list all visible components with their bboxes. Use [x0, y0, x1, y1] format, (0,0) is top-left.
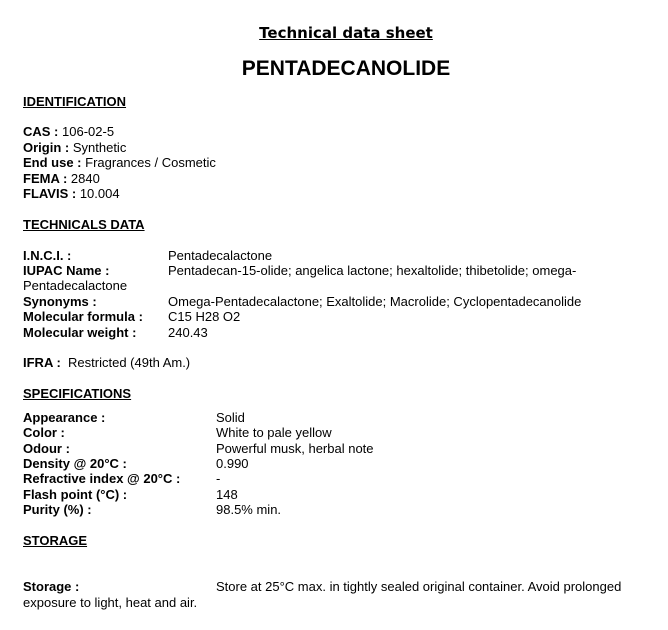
refractive-label: Refractive index @ 20°C :: [23, 471, 181, 486]
weight-value: 240.43: [168, 325, 208, 340]
appearance-label: Appearance :: [23, 410, 106, 425]
product-title: PENTADECANOLIDE: [241, 57, 451, 80]
synonyms-row: [23, 294, 663, 309]
inci-row: [23, 248, 663, 263]
flavis-label: FLAVIS :: [23, 186, 77, 201]
storage-row: [23, 579, 663, 594]
odour-label: Odour :: [23, 441, 70, 456]
cas-label: CAS :: [23, 124, 59, 139]
flash-point-value: 148: [216, 487, 238, 502]
flavis-line: [23, 186, 120, 201]
iupac-label: IUPAC Name :: [23, 263, 110, 278]
appearance-value: Solid: [216, 410, 245, 425]
purity-value: 98.5% min.: [216, 502, 282, 517]
origin-line: [23, 140, 126, 155]
fema-value: 2840: [70, 171, 100, 186]
technicals-heading: TECHNICALS DATA: [23, 217, 145, 232]
fema-label: FEMA :: [23, 171, 68, 186]
storage-heading: STORAGE: [23, 533, 88, 548]
color-value: White to pale yellow: [216, 425, 332, 440]
synonyms-value: Omega-Pentadecalactone; Exaltolide; Macrolide; Cyclopentadecanolide: [168, 294, 582, 309]
formula-label: Molecular formula :: [23, 309, 143, 324]
formula-value: C15 H28 O2: [168, 309, 241, 324]
weight-label: Molecular weight :: [23, 325, 137, 340]
storage-label: Storage :: [23, 579, 80, 594]
storage-value: Store at 25°C max. in tightly sealed original container. Avoid prolonged: [216, 579, 622, 594]
refractive-row: [23, 471, 663, 486]
inci-value: Pentadecalactone: [168, 248, 273, 263]
origin-label: Origin :: [23, 140, 70, 155]
storage-continuation: exposure to light, heat and air.: [23, 595, 198, 610]
purity-row: [23, 502, 663, 517]
density-label: Density @ 20°C :: [23, 456, 127, 471]
specifications-heading: SPECIFICATIONS: [23, 386, 132, 401]
weight-row: [23, 325, 663, 340]
color-label: Color :: [23, 425, 65, 440]
inci-label: I.N.C.I. :: [23, 248, 72, 263]
iupac-row: [23, 263, 663, 278]
ifra-label: IFRA :: [23, 355, 61, 370]
iupac-continuation: Pentadecalactone: [23, 278, 128, 293]
refractive-value: -: [216, 471, 221, 486]
synonyms-label: Synonyms :: [23, 294, 97, 309]
density-row: [23, 456, 663, 471]
flash-point-label: Flash point (°C) :: [23, 487, 128, 502]
end-use-label: End use :: [23, 155, 82, 170]
end-use-line: [23, 155, 216, 170]
appearance-row: [23, 410, 663, 425]
ifra-line: [23, 355, 190, 370]
end-use-value: Fragrances / Cosmetic: [85, 155, 216, 170]
density-value: 0.990: [216, 456, 249, 471]
color-row: [23, 425, 663, 440]
flash-point-row: [23, 487, 663, 502]
origin-value: Synthetic: [72, 140, 127, 155]
odour-value: Powerful musk, herbal note: [216, 441, 374, 456]
fema-line: [23, 171, 100, 186]
iupac-value: Pentadecan-15-olide; angelica lactone; hexaltolide; thibetolide; omega-: [168, 263, 577, 278]
identification-heading: IDENTIFICATION: [23, 94, 127, 109]
doc-type-title: Technical data sheet: [259, 24, 433, 42]
cas-value: 106-02-5: [62, 124, 115, 139]
formula-row: [23, 309, 663, 324]
odour-row: [23, 441, 663, 456]
cas-line: [23, 124, 114, 139]
flavis-value: 10.004: [79, 186, 120, 201]
ifra-value: Restricted (49th Am.): [68, 355, 191, 370]
purity-label: Purity (%) :: [23, 502, 92, 517]
